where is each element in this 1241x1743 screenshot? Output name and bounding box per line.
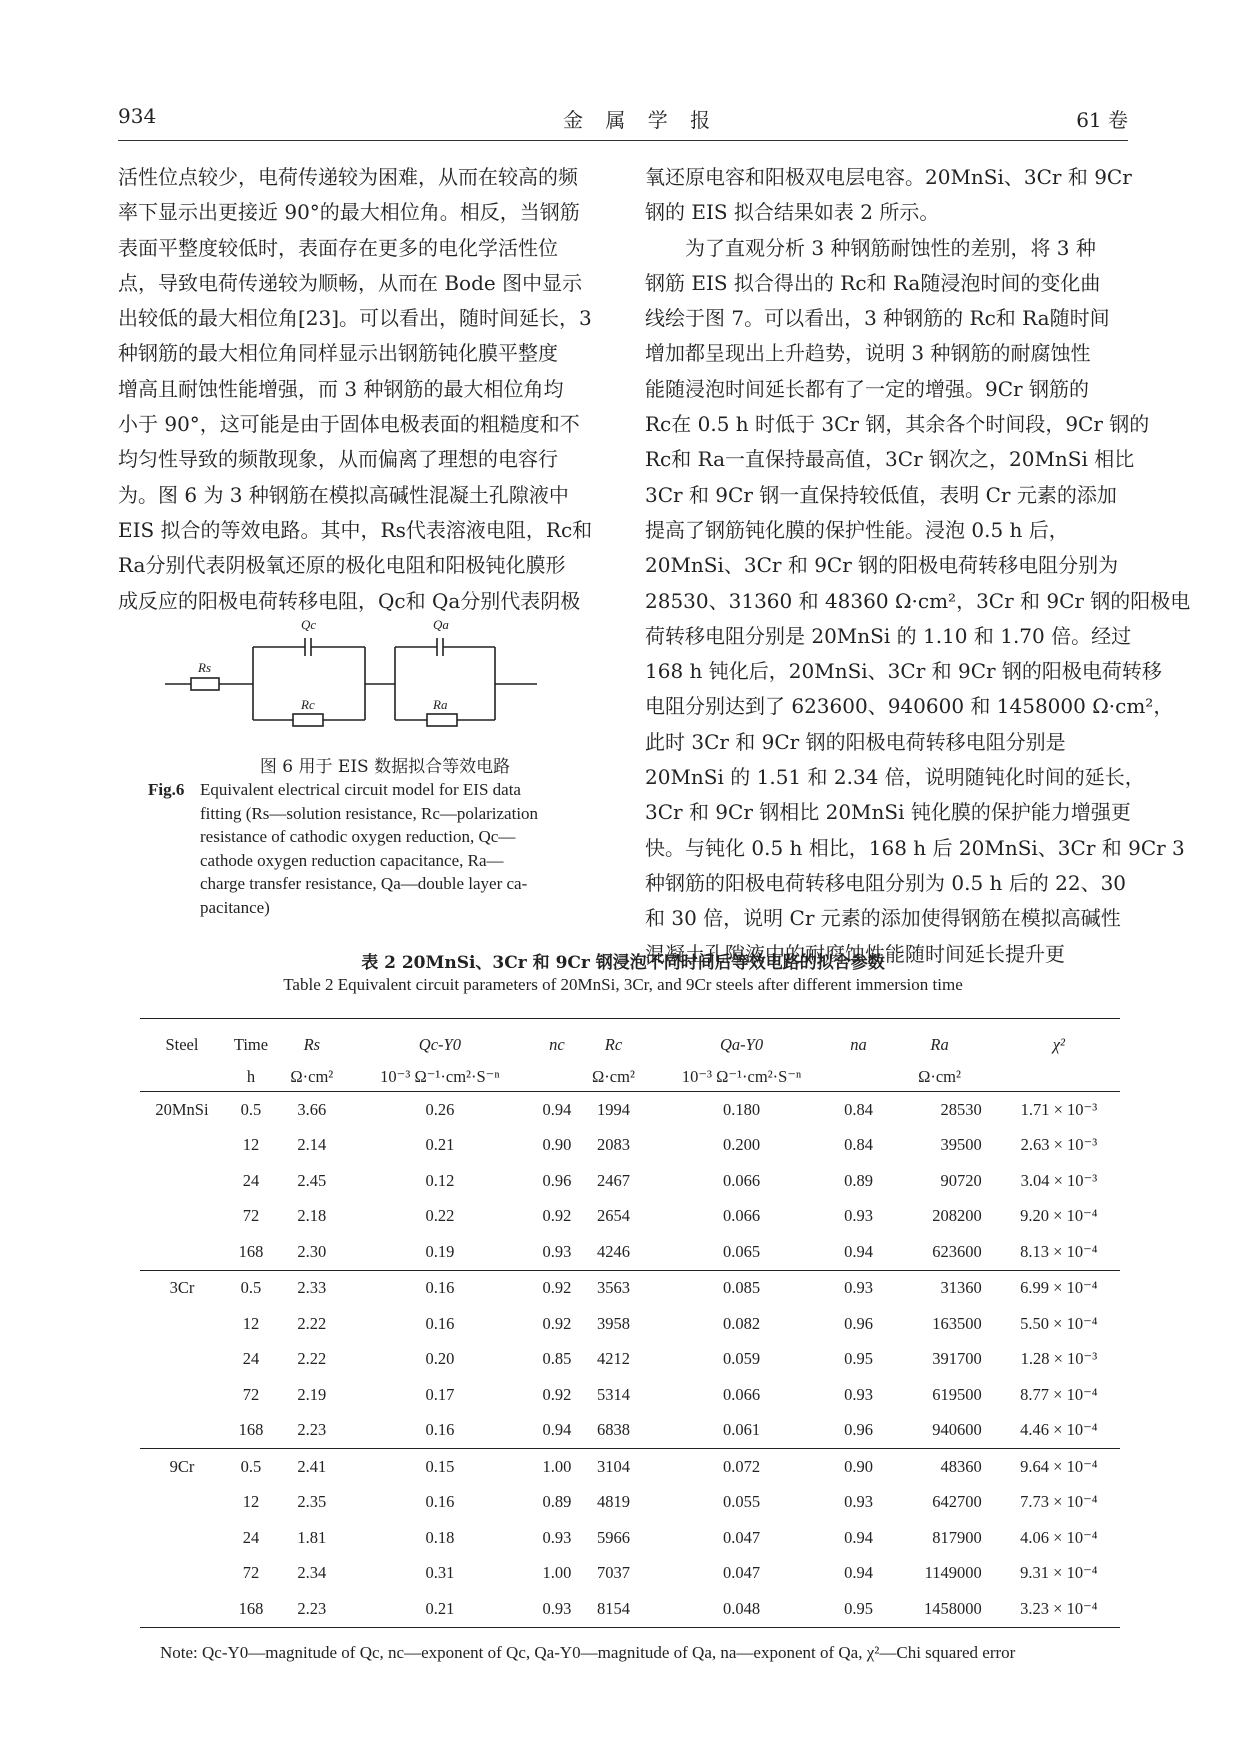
table-cell: 0.21 (425, 1135, 455, 1155)
column-unit (140, 1063, 224, 1092)
equivalent-circuit-diagram (165, 612, 565, 742)
table-cell: 2.30 (297, 1241, 327, 1261)
column-unit (836, 1063, 882, 1092)
table-cell: 0.21 (425, 1598, 455, 1618)
table-cell: 0.94 (844, 1241, 873, 1261)
table-cell: 0.93 (542, 1241, 572, 1261)
table-cell: 4.46 × 10⁻⁴ (1020, 1420, 1098, 1440)
page-number: 934 (118, 104, 157, 128)
table-cell: 0.20 (425, 1349, 455, 1369)
table-cell: 0.16 (425, 1420, 455, 1440)
table-cell: 168 (238, 1598, 264, 1618)
text-line: 增高且耐蚀性能增强，而 3 种钢筋的最大相位角均 (118, 376, 564, 401)
ra-label: Ra (433, 697, 448, 712)
table-cell: 2.23 (297, 1598, 327, 1618)
steel-cell (140, 1163, 224, 1199)
table-cell: 0.92 (542, 1206, 572, 1226)
table-cell: 6.99 × 10⁻⁴ (1020, 1278, 1098, 1298)
table-row (140, 1485, 1120, 1521)
table-cell: 0.96 (844, 1420, 873, 1440)
text-line: 电阻分别达到了 623600、940600 和 1458000 Ω·cm²， (645, 694, 1174, 719)
table-cell: 0.18 (425, 1527, 455, 1547)
left-column-text (118, 160, 608, 619)
text-line: 168 h 钝化后，20MnSi、3Cr 和 9Cr 钢的阳极电荷转移 (645, 659, 1162, 684)
table-cell: 0.200 (722, 1135, 761, 1155)
caption-line: cathode oxygen reduction capacitance, Ra— (200, 850, 504, 870)
table-cell: 0.94 (542, 1099, 572, 1119)
table-cell: 0.92 (542, 1278, 572, 1298)
table2-caption-zh: 表 2 20MnSi、3Cr 和 9Cr 钢浸泡不同时间后等效电路的拟合参数 (361, 953, 885, 973)
caption-line: Equivalent electrical circuit model for EIS data (200, 780, 521, 799)
table-cell: 0.95 (844, 1598, 873, 1618)
text-line: 快。与钝化 0.5 h 相比，168 h 后 20MnSi、3Cr 和 9Cr 3 (645, 835, 1185, 860)
text-line: 28530、31360 和 48360 Ω·cm²，3Cr 和 9Cr 钢的阳极电 (645, 588, 1191, 613)
table-cell: 3.04 × 10⁻³ (1020, 1170, 1098, 1190)
steel-cell (140, 1591, 224, 1627)
text-line: 为。图 6 为 3 种钢筋在模拟高碱性混凝土孔隙液中 (118, 482, 569, 507)
table-cell: 2.23 (297, 1420, 327, 1440)
table-cell: 2.33 (297, 1278, 327, 1298)
table-cell: 8.13 × 10⁻⁴ (1020, 1241, 1098, 1261)
table2 (140, 1018, 1120, 1628)
column-header: Qa-Y0 (720, 1035, 764, 1054)
table-cell: 0.066 (722, 1206, 761, 1226)
steel-cell (140, 1306, 224, 1342)
table-cell: 1994 (596, 1099, 630, 1119)
text-line: 线绘于图 7。可以看出，3 种钢筋的 Rc和 Ra随时间 (645, 306, 1110, 331)
caption-line: resistance of cathodic oxygen reduction, Qc— (200, 827, 516, 846)
column-unit: 10⁻³ Ω⁻¹·cm²·S⁻ⁿ (380, 1067, 500, 1086)
table-cell: 1458000 (923, 1598, 982, 1618)
column-header: Time (233, 1035, 269, 1054)
table-cell: 0.93 (844, 1492, 873, 1512)
table-cell: 1.28 × 10⁻³ (1020, 1349, 1098, 1369)
column-unit: 10⁻³ Ω⁻¹·cm²·S⁻ⁿ (681, 1067, 802, 1086)
table-cell: 0.061 (722, 1420, 761, 1440)
table-cell: 0.31 (425, 1563, 455, 1583)
table-cell: 0.16 (425, 1278, 455, 1298)
table-cell: 3.23 × 10⁻⁴ (1020, 1598, 1098, 1618)
table-cell: 8154 (596, 1598, 630, 1618)
text-line: Rc在 0.5 h 时低于 3Cr 钢，其余各个时间段，9Cr 钢的 (645, 412, 1150, 437)
table-row (140, 1591, 1120, 1627)
journal-title: 金 属 学 报 (563, 108, 719, 132)
ra-resistor (427, 714, 457, 726)
steel-cell (140, 1556, 224, 1592)
column-header: Rc (604, 1035, 623, 1054)
column-unit (998, 1063, 1120, 1092)
column-unit: Ω·cm² (290, 1067, 334, 1086)
table-cell: 0.047 (722, 1563, 761, 1583)
table-cell: 0.072 (722, 1456, 761, 1476)
table-cell: 619500 (932, 1384, 982, 1404)
table-cell: 0.180 (722, 1099, 761, 1119)
table-cell: 24 (242, 1170, 260, 1190)
text-line: 均匀性导致的频散现象，从而偏离了理想的电容行 (118, 447, 558, 472)
table-cell: 817900 (932, 1527, 982, 1547)
table-cell: 0.085 (722, 1278, 761, 1298)
table-cell: 208200 (932, 1206, 982, 1226)
right-column-text (645, 160, 1191, 972)
column-header: nc (549, 1035, 565, 1054)
table-cell: 4.06 × 10⁻⁴ (1020, 1527, 1098, 1547)
column-header: Ra (930, 1035, 949, 1054)
text-line: 能随浸泡时间延长都有了一定的增强。9Cr 钢筋的 (645, 376, 1089, 401)
table-cell: 1149000 (924, 1563, 982, 1583)
table-cell: 0.94 (844, 1527, 873, 1547)
steel-cell: 3Cr (169, 1278, 195, 1298)
text-line: 钢筋 EIS 拟合得出的 Rc和 Ra随浸泡时间的变化曲 (645, 270, 1101, 295)
table-cell: 0.066 (722, 1384, 761, 1404)
table-cell: 5314 (596, 1384, 630, 1404)
caption-line: fitting (Rs—solution resistance, Rc—polarization (200, 803, 539, 823)
table-cell: 9.20 × 10⁻⁴ (1020, 1206, 1098, 1226)
caption-line: pacitance) (200, 897, 270, 917)
table2-caption-en: Table 2 Equivalent circuit parameters of 20MnSi, 3Cr, and 9Cr steels after different immersion time (283, 975, 963, 994)
table-cell: 31360 (940, 1278, 982, 1298)
page-header (118, 96, 1128, 132)
table-cell: 0.92 (542, 1313, 572, 1333)
table-cell: 2.18 (297, 1206, 327, 1226)
table-cell: 48360 (940, 1456, 982, 1476)
text-line: 氧还原电容和阳极双电层电容。20MnSi、3Cr 和 9Cr (645, 165, 1132, 189)
text-line: 小于 90°，这可能是由于固体电极表面的粗糙度和不 (118, 412, 580, 437)
text-line: EIS 拟合的等效电路。其中，Rs代表溶液电阻，Rc和 (118, 517, 593, 542)
text-line: 荷转移电阻分别是 20MnSi 的 1.10 和 1.70 倍。经过 (645, 623, 1132, 648)
table-cell: 0.055 (722, 1492, 761, 1512)
caption-line: charge transfer resistance, Qa—double layer ca- (200, 874, 528, 893)
table-cell: 0.84 (844, 1135, 873, 1155)
table-cell: 0.5 (240, 1278, 262, 1298)
table-cell: 4819 (596, 1492, 630, 1512)
table-row (140, 1128, 1120, 1164)
text-line: 增加都呈现出上升趋势，说明 3 种钢筋的耐腐蚀性 (645, 341, 1091, 366)
table-row (140, 1377, 1120, 1413)
table-cell: 5.50 × 10⁻⁴ (1020, 1313, 1098, 1333)
table-cell: 0.94 (844, 1563, 873, 1583)
figure6-label: Fig.6 (148, 780, 185, 799)
table-cell: 0.93 (844, 1278, 873, 1298)
table-cell: 5966 (596, 1527, 630, 1547)
table-cell: 0.94 (542, 1420, 572, 1440)
qc-label: Qc (301, 617, 317, 632)
steel-cell (140, 1199, 224, 1235)
table-cell: 2.14 (297, 1135, 327, 1155)
table-cell: 4212 (596, 1349, 630, 1369)
column-header: na (850, 1035, 867, 1054)
table-cell: 1.71 × 10⁻³ (1020, 1099, 1098, 1119)
table-cell: 168 (238, 1241, 264, 1261)
text-line: 率下显示出更接近 90°的最大相位角。相反，当钢筋 (118, 200, 580, 225)
table-cell: 2083 (596, 1135, 630, 1155)
table-row (140, 1306, 1120, 1342)
table-cell: 2.34 (297, 1563, 327, 1583)
table-cell: 0.85 (542, 1349, 572, 1369)
column-unit (534, 1063, 580, 1092)
steel-cell (140, 1377, 224, 1413)
table-cell: 9.31 × 10⁻⁴ (1020, 1563, 1098, 1583)
table-cell: 0.047 (722, 1527, 761, 1547)
table-cell: 0.066 (722, 1170, 761, 1190)
table-cell: 12 (242, 1313, 260, 1333)
table-cell: 12 (242, 1492, 260, 1512)
table-cell: 168 (238, 1420, 264, 1440)
table-cell: 163500 (932, 1313, 982, 1333)
steel-cell (140, 1342, 224, 1378)
table-cell: 9.64 × 10⁻⁴ (1020, 1456, 1098, 1476)
table-cell: 0.059 (722, 1349, 761, 1369)
text-line: Ra分别代表阴极氧还原的极化电阻和阳极钝化膜形 (118, 553, 566, 578)
steel-cell: 20MnSi (155, 1099, 209, 1119)
column-unit: Ω·cm² (592, 1067, 635, 1086)
text-line: 种钢筋的阳极电荷转移电阻分别为 0.5 h 后的 22、30 (645, 870, 1127, 895)
table-cell: 0.065 (722, 1241, 761, 1261)
table-cell: 3563 (596, 1278, 630, 1298)
table-row (140, 1556, 1120, 1592)
table-cell: 0.19 (425, 1241, 455, 1261)
table-cell: 2.22 (297, 1349, 327, 1369)
table-cell: 0.95 (844, 1349, 873, 1369)
table-cell: 0.22 (425, 1206, 455, 1226)
text-line: 混凝土孔隙液中的耐腐蚀性能随时间延长提升更 (645, 941, 1065, 966)
table-cell: 3104 (596, 1456, 630, 1476)
table2-note: Note: Qc-Y0—magnitude of Qc, nc—exponent of Qc, Qa-Y0—magnitude of Qa, na—exponent of Qa, χ²—Chi squared error (160, 1643, 1016, 1662)
text-line: 3Cr 和 9Cr 钢相比 20MnSi 钝化膜的保护能力增强更 (645, 800, 1131, 825)
table-cell: 0.93 (542, 1598, 572, 1618)
steel-cell (140, 1234, 224, 1270)
table-cell: 0.5 (240, 1099, 262, 1119)
table-cell: 940600 (932, 1420, 982, 1440)
table-cell: 0.96 (542, 1170, 572, 1190)
steel-cell (140, 1413, 224, 1449)
table-cell: 0.96 (844, 1313, 873, 1333)
table-cell: 0.90 (844, 1456, 873, 1476)
rc-resistor (293, 714, 323, 726)
table-cell: 7037 (596, 1563, 630, 1583)
text-line: Rc和 Ra一直保持最高值，3Cr 钢次之，20MnSi 相比 (645, 447, 1135, 472)
column-unit: h (246, 1067, 256, 1086)
table-cell: 72 (242, 1206, 260, 1226)
table-cell: 1.00 (542, 1563, 572, 1583)
column-header: Rs (303, 1035, 321, 1054)
text-line: 种钢筋的最大相位角同样显示出钢筋钝化膜平整度 (118, 341, 558, 366)
table-cell: 6838 (596, 1420, 630, 1440)
table-cell: 0.93 (542, 1527, 572, 1547)
text-line: 为了直观分析 3 种钢筋耐蚀性的差别，将 3 种 (645, 235, 1096, 260)
table-cell: 8.77 × 10⁻⁴ (1020, 1384, 1098, 1404)
rc-label: Rc (301, 697, 315, 712)
figure6-caption-zh: 图 6 用于 EIS 数据拟合等效电路 (259, 757, 511, 777)
table-cell: 0.92 (542, 1384, 572, 1404)
table-cell: 24 (242, 1527, 260, 1547)
table-cell: 2.41 (297, 1456, 327, 1476)
table-row (140, 1342, 1120, 1378)
table-cell: 0.90 (542, 1135, 572, 1155)
table-cell: 0.048 (722, 1598, 761, 1618)
table-cell: 39500 (940, 1135, 982, 1155)
table-row (140, 1163, 1120, 1199)
table-row (140, 1449, 1120, 1485)
table-row (140, 1520, 1120, 1556)
table-cell: 12 (242, 1135, 260, 1155)
table-cell: 0.84 (844, 1099, 873, 1119)
table-cell: 2.63 × 10⁻³ (1020, 1135, 1098, 1155)
steel-group (140, 1270, 1120, 1449)
table-cell: 642700 (932, 1492, 982, 1512)
column-header: Qc-Y0 (418, 1035, 461, 1054)
table-cell: 0.93 (844, 1206, 873, 1226)
table-cell: 2.22 (297, 1313, 327, 1333)
text-line: 钢的 EIS 拟合结果如表 2 所示。 (645, 200, 940, 225)
text-line: 20MnSi、3Cr 和 9Cr 钢的阳极电荷转移电阻分别为 (645, 553, 1119, 578)
table-row (140, 1234, 1120, 1270)
table-cell: 4246 (596, 1241, 630, 1261)
table-cell: 0.89 (844, 1170, 873, 1190)
text-line: 此时 3Cr 和 9Cr 钢的阳极电荷转移电阻分别是 (645, 729, 1066, 754)
table-cell: 7.73 × 10⁻⁴ (1020, 1492, 1098, 1512)
table-cell: 1.81 (297, 1527, 327, 1547)
text-line: 点，导致电荷传递较为顺畅，从而在 Bode 图中显示 (118, 270, 583, 295)
table-cell: 391700 (932, 1349, 982, 1369)
table-cell: 0.26 (425, 1099, 455, 1119)
text-line: 成反应的阳极电荷转移电阻，Qc和 Qa分别代表阴极 (118, 588, 581, 613)
steel-cell (140, 1128, 224, 1164)
table-cell: 3.66 (297, 1099, 327, 1119)
table-cell: 72 (242, 1563, 260, 1583)
table-cell: 1.00 (542, 1456, 572, 1476)
steel-group (140, 1449, 1120, 1628)
table-cell: 2.35 (297, 1492, 327, 1512)
text-line: 和 30 倍，说明 Cr 元素的添加使得钢筋在模拟高碱性 (645, 906, 1121, 931)
table-row (140, 1270, 1120, 1306)
table-cell: 72 (242, 1384, 260, 1404)
table-row (140, 1413, 1120, 1449)
rs-resistor (191, 678, 219, 690)
table-cell: 2.19 (297, 1384, 327, 1404)
text-line: 3Cr 和 9Cr 钢一直保持较低值，表明 Cr 元素的添加 (645, 482, 1117, 507)
table-cell: 2654 (596, 1206, 630, 1226)
table-cell: 623600 (932, 1241, 982, 1261)
column-header: χ² (1052, 1035, 1065, 1054)
table-cell: 0.89 (542, 1492, 572, 1512)
steel-cell (140, 1485, 224, 1521)
rs-label: Rs (198, 660, 211, 675)
qa-label: Qa (433, 617, 449, 632)
volume-label: 61 卷 (1076, 108, 1128, 132)
text-line: 20MnSi 的 1.51 和 2.34 倍，说明随钝化时间的延长， (645, 765, 1145, 790)
table-row (140, 1199, 1120, 1235)
header-rule (118, 140, 1128, 141)
column-header: Steel (165, 1035, 199, 1054)
text-line: 出较低的最大相位角[23]。可以看出，随时间延长，3 (118, 306, 592, 331)
table-cell: 2.45 (297, 1170, 327, 1190)
table-cell: 2467 (596, 1170, 630, 1190)
text-line: 活性位点较少，电荷传递较为困难，从而在较高的频 (118, 165, 578, 189)
table-cell: 0.15 (425, 1456, 455, 1476)
table-cell: 0.16 (425, 1492, 455, 1512)
table-cell: 90720 (940, 1170, 982, 1190)
steel-group (140, 1092, 1120, 1271)
column-unit: Ω·cm² (918, 1067, 961, 1086)
table-cell: 24 (242, 1349, 260, 1369)
figure6-caption-en (148, 778, 608, 919)
table-cell: 0.93 (844, 1384, 873, 1404)
table-cell: 0.16 (425, 1313, 455, 1333)
text-line: 表面平整度较低时，表面存在更多的电化学活性位 (118, 235, 558, 260)
table-row (140, 1092, 1120, 1128)
table-cell: 3958 (596, 1313, 630, 1333)
table-cell: 0.17 (425, 1384, 455, 1404)
steel-cell: 9Cr (169, 1456, 195, 1476)
table-cell: 0.5 (240, 1456, 262, 1476)
steel-cell (140, 1520, 224, 1556)
table-cell: 0.12 (425, 1170, 455, 1190)
table-cell: 28530 (940, 1099, 982, 1119)
text-line: 提高了钢筋钝化膜的保护性能。浸泡 0.5 h 后， (645, 517, 1069, 542)
table-cell: 0.082 (722, 1313, 761, 1333)
